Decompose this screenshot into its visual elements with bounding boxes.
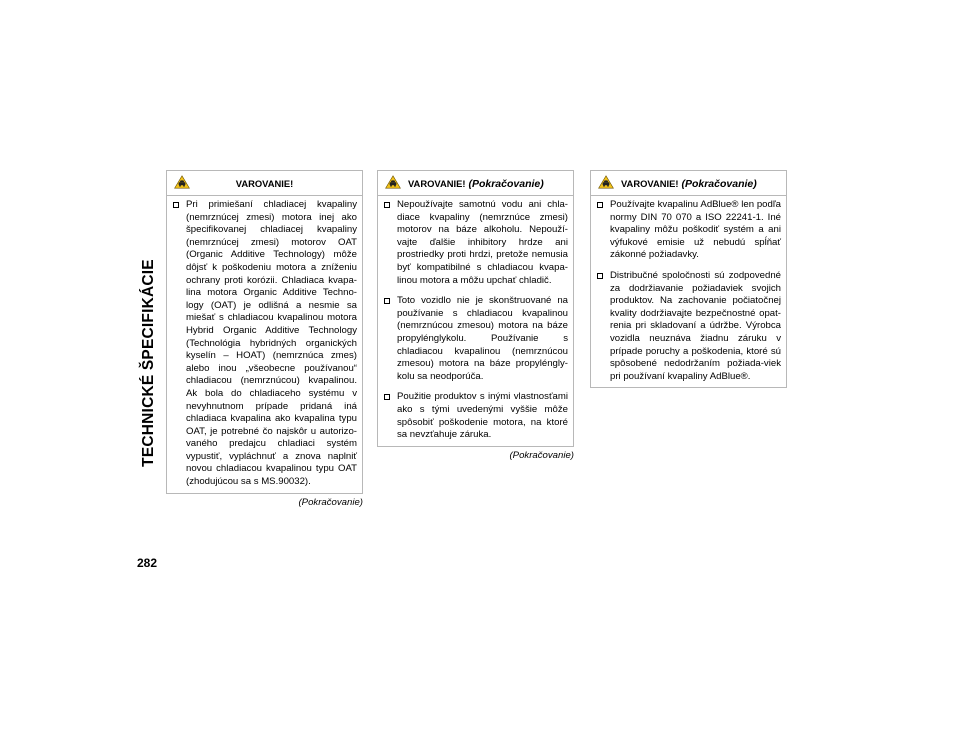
- section-title-text: TECHNICKÉ ŠPECIFIKÁCIE: [140, 259, 157, 467]
- square-bullet-icon: [597, 273, 603, 279]
- warning-box: [377, 170, 574, 447]
- section-side-title: [134, 168, 164, 558]
- warning-column-2: [377, 170, 574, 461]
- warning-header: [378, 171, 573, 196]
- warning-item: Používajte kvapalinu AdBlue® len podľa normy DIN 70 070 a ISO 22241-1. Iné kvapaliny môžu poškodiť systém a ani výfukové emisie už nebudú spĺňať zákonné požiadavky.: [596, 199, 781, 262]
- square-bullet-icon: [384, 298, 390, 304]
- continuation-note: (Pokračovanie): [509, 449, 574, 461]
- warning-item: Použitie produktov s inými vlastnosťami ako s tými uvedenými vyššie môže spôsobiť poškodenie motora, na ktoré sa nevzťahuje záruka.: [383, 391, 568, 441]
- square-bullet-icon: [173, 202, 179, 208]
- warning-item: Toto vozidlo nie je skonštruované na používanie s chladiacou kvapalinou (nemrznúcou zmesou) motora na báze propylénglykolu. Používanie s chladiacou kvapalinou (nemrznúcou zmesou) motora na báze propyléngly-kolu sa neodporúča.: [383, 295, 568, 383]
- continuation-note: (Pokračovanie): [298, 496, 363, 508]
- square-bullet-icon: [597, 202, 603, 208]
- warning-box: [166, 170, 363, 494]
- warning-item: Nepoužívajte samotnú vodu ani chla-diace kvapaliny (nemrznúce zmesi) motorov na báze alkoholu. Nepouží-vajte ďalšie inhibitory hrdze ani prostriedky proti hrdzi, pretože nemusia byť kompatibilné s chladiacou kvapa-linou motora a môžu upchať chladič.: [383, 199, 568, 287]
- square-bullet-icon: [384, 202, 390, 208]
- warning-item: Distribučné spoločnosti sú zodpovedné za dodržiavanie požiadaviek svojich produktov. Na zachovanie počiatočnej kvality dodržiavajte bezpečnostné opat-renia pri skladovaní a údržbe. Výrobca vozidla neuznáva žiadnu záruku v prípade poruchy a poškodenia, ktoré sú spôsobené nedodržaním požiada-viek pri používaní kvapaliny AdBlue®.: [596, 270, 781, 383]
- warning-car-icon: [598, 175, 614, 189]
- warning-header-text: VAROVANIE! (Pokračovanie): [408, 178, 544, 190]
- warning-header-text: VAROVANIE! (Pokračovanie): [621, 178, 757, 190]
- warning-header: [167, 171, 362, 196]
- warning-column-3: [590, 170, 787, 388]
- warning-item: Pri primiešaní chladiacej kvapaliny (nemrznúcej zmesi) motora inej ako špecifikovanej chladiacej kvapaliny (nemrznúcej zmesi) motorov OAT (Organic Additive Technology) môže dôjsť k poškodeniu motora a zníženiu ochrany proti korózii. Chladiaca kvapa-lina motora Organic Additive Techno-logy (OAT) je odlišná a nesmie sa miešať s chladiacou kvapalinou motora Hybrid Organic Additive Technology (Technológia hybridných organických kyselín – HOAT) (nemrznúca zmes) alebo inou „všeobecne používanou“ chladiacou (nemrznúcou) kvapalinou. Ak bola do chladiaceho systému v nevyhnutnom prípade pridaná iná chladiaca kvapalina ako kvapalina typu OAT, je potrebné čo najskôr u autorizo-vaného predajcu chladiaci systém vypustiť, vypláchnuť a znova naplniť novou chladiacou kvapalinou typu OAT (zhodujúcou sa s MS.90032).: [172, 199, 357, 489]
- warning-header: [591, 171, 786, 196]
- square-bullet-icon: [384, 394, 390, 400]
- warning-header-text: VAROVANIE!: [235, 178, 294, 189]
- warning-car-icon: [385, 175, 401, 189]
- warning-box: [590, 170, 787, 388]
- warning-column-1: [166, 170, 363, 508]
- page-number: 282: [137, 556, 158, 570]
